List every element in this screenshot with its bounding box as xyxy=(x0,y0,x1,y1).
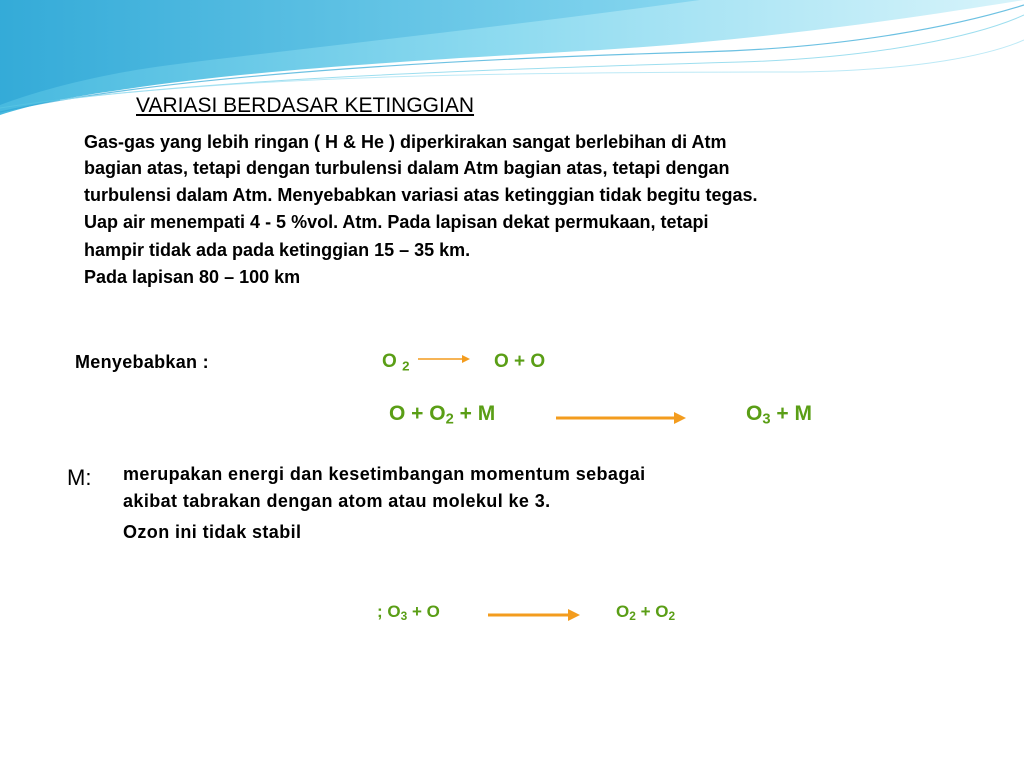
m-description-line: akibat tabrakan dengan atom atau molekul ke 3. xyxy=(123,491,551,511)
eq1-reactant-subscript: 2 xyxy=(402,358,410,374)
slide-title: VARIASI BERDASAR KETINGGIAN xyxy=(136,94,475,117)
m-description-line: Ozon ini tidak stabil xyxy=(123,522,302,542)
paragraph-line: Uap air menempati 4 - 5 %vol. Atm. Pada lapisan dekat permukaan, tetapi xyxy=(84,212,709,232)
paragraph-line: Pada lapisan 80 – 100 km xyxy=(84,267,301,287)
paragraph-line: Gas-gas yang lebih ringan ( H & He ) diperkirakan sangat berlebihan di Atm xyxy=(84,132,727,152)
equation-2-products: $O_3 + M$ xyxy=(746,402,812,428)
equation-3-reactants: ; $O_3 + O$ xyxy=(377,602,440,623)
equation-3-products: $O_2 + O_2$ xyxy=(616,602,676,623)
eq1-reactant-symbol: O xyxy=(382,351,397,372)
arrow-icon xyxy=(488,608,580,622)
arrow-icon xyxy=(556,411,686,425)
paragraph-line: bagian atas, tetapi dengan turbulensi dalam Atm bagian atas, tetapi dengan xyxy=(84,158,730,178)
equation-2-reactants: $O + O_2 + M$ xyxy=(389,402,496,428)
equation-1-reactant xyxy=(382,351,409,373)
cause-label: Menyebabkan : xyxy=(75,352,209,372)
equation-1-product: O + O xyxy=(494,351,546,372)
m-label: M: xyxy=(67,465,92,490)
arrow-icon xyxy=(418,353,470,365)
m-description-line: merupakan energi dan kesetimbangan momentum sebagai xyxy=(123,464,646,484)
paragraph-line: hampir tidak ada pada ketinggian 15 – 35 km. xyxy=(84,240,471,260)
paragraph-line: turbulensi dalam Atm. Menyebabkan variasi atas ketinggian tidak begitu tegas. xyxy=(84,185,758,205)
